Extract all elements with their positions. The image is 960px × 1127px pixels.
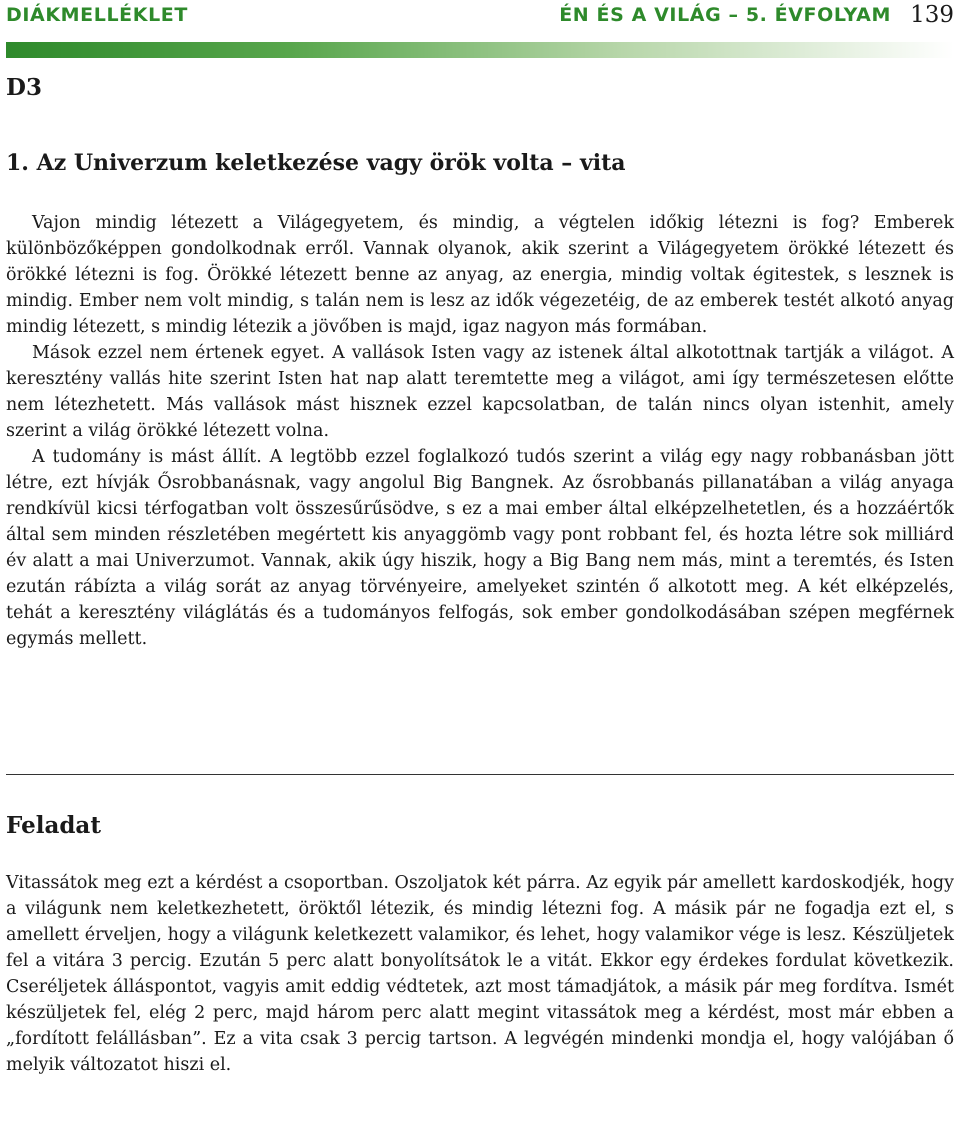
task-heading: Feladat: [6, 812, 101, 839]
paragraph: Vajon mindig létezett a Világegyetem, és mindig, a végtelen időkig létezni is fog? Emberek különbözőképpen gondolkodnak erről. Vannak olyanok, akik szerint a Világegyetem örökké létezett és örökké létezni is fog. Örökké létezett benne az anyag, az energia, mindig voltak égitestek, s lesznek is mindig. Ember nem volt mindig, s talán nem is lesz az idők végezetéig, de az emberek testét alkotó anyag mindig létezett, s mindig létezik a jövőben is majd, igaz nagyon más formában.: [6, 213, 954, 337]
reading-text: [6, 210, 954, 652]
header-right: [559, 2, 954, 28]
document-code: D3: [6, 74, 42, 101]
page-header: [6, 2, 954, 28]
section-divider: [6, 774, 954, 775]
paragraph: A tudomány is mást állít. A legtöbb ezzel foglalkozó tudós szerint a világ egy nagy robbanásban jött létre, ezt hívják Ősrobbanásnak, vagy angolul Big Bangnek. Az ősrobbanás pillanatában a világ anyaga rendkívül kicsi térfogatban volt összesűrűsödve, s ez a mai ember által elképzelhetetlen, és a hozzáértők által sem minden részletében megértett kis anyaggömb vagy pont robbant fel, és hozta létre sok milliárd év alatt a mai Univerzumot. Vannak, akik úgy hiszik, hogy a Big Bang nem más, mint a teremtés, és Isten ezután rábízta a világ sorát az anyag törvényeire, amelyeket szintén ő alkotott meg. A két elképzelés, tehát a keresztény világlátás és a tudományos felfogás, sok ember gondolkodásában szépen megférnek egymás mellett.: [6, 447, 954, 649]
page-number: 139: [910, 2, 954, 28]
document-page: [6, 0, 954, 1127]
task-text: [6, 870, 954, 1078]
header-section-title: ÉN ÉS A VILÁG – 5. ÉVFOLYAM: [559, 4, 891, 26]
paragraph: Mások ezzel nem értenek egyet. A vallások Isten vagy az istenek által alkotottnak tartják a világot. A keresztény vallás hite szerint Isten hat nap alatt teremtette meg a világot, ami így természetesen előtte nem létezhetett. Más vallások mást hisznek ezzel kapcsolatban, de talán nincs olyan istenhit, amely szerint a világ örökké létezett volna.: [6, 343, 954, 441]
header-gradient-band: [6, 42, 954, 58]
header-label: DIÁKMELLÉKLET: [6, 4, 188, 26]
task-paragraph: Vitassátok meg ezt a kérdést a csoportban. Oszoljatok két párra. Az egyik pár amellett kardoskodjék, hogy a világunk nem keletkezhetett, öröktől létezik, és mindig létezni fog. A másik pár ne fogadja ezt el, s amellett érveljen, hogy a világunk keletkezett valamikor, és lehet, hogy valamikor vége is lesz. Készüljetek fel a vitára 3 percig. Ezután 5 perc alatt bonyolítsátok le a vitát. Ekkor egy érdekes fordulat következik. Cseréljetek álláspontot, vagyis amit eddig védtetek, azt most támadjátok, a másik pár meg fordítva. Ismét készüljetek fel, elég 2 perc, majd három perc alatt megint vitassátok meg a kérdést, most már ebben a „fordított felállásban”. Ez a vita csak 3 percig tartson. A legvégén mindenki mondja el, hogy valójában ő melyik változatot hiszi el.: [6, 873, 954, 1075]
document-title: 1. Az Univerzum keletkezése vagy örök volta – vita: [6, 150, 626, 176]
